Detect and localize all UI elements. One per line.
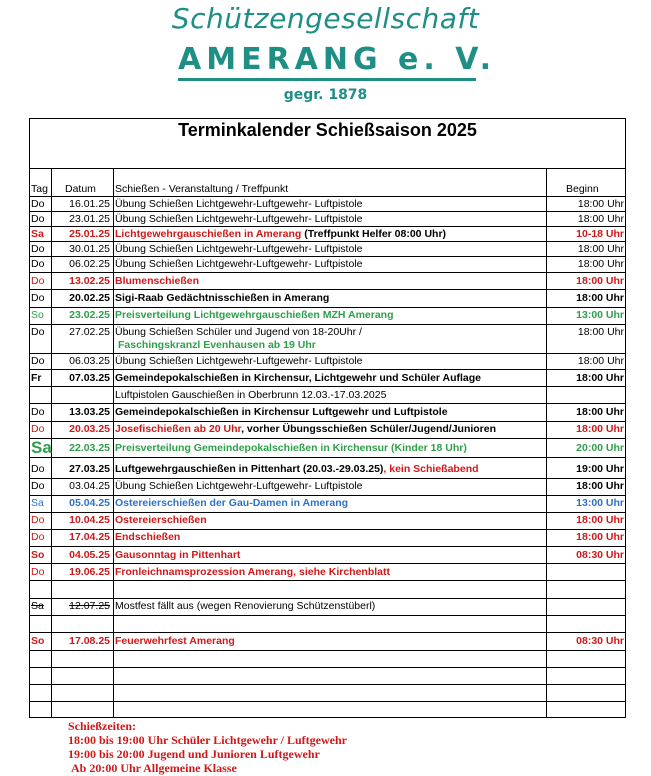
table-row-tag: Sa [31,600,44,612]
event-note: (Treffpunkt Helfer 08:00 Uhr) [301,228,447,240]
shooting-times-title: Schießzeiten: [68,719,136,733]
table-row-event: Ostereierschießen [115,514,207,526]
table-row-time: 08:30 Uhr [576,635,624,647]
table-row-tag: Do [31,480,45,492]
table-row-date: 05.04.25 [69,497,110,509]
table-row-date: 22.03.25 [69,442,110,454]
table-row-event-line2: Faschingskranzl Evenhausen ab 19 Uhr [118,339,316,351]
table-row-time: 18:00 Uhr [577,243,624,255]
table-row-event: Preisverteilung Gemeindepokalschießen in Kirchensur (Kinder 18 Uhr) [115,442,467,454]
table-row-date: 27.02.25 [69,326,110,338]
table-row-time: 18:00 Uhr [576,514,624,526]
shooting-times-line: 18:00 bis 19:00 Uhr Schüler Lichtgewehr / Luftgewehr [68,733,347,747]
table-row-date: 30.01.25 [69,243,110,255]
table-row-date: 06.03.25 [69,355,110,367]
table-row-event: Gemeindepokalschießen in Kirchensur, Lichtgewehr und Schüler Auflage [115,372,482,384]
table-row-tag: Sa [31,438,52,457]
shooting-times-line: 19:00 bis 20:00 Jugend und Junioren Luftgewehr [68,747,320,761]
table-row-event: Luftpistolen Gauschießen in Oberbrunn 12.03.-17.03.2025 [115,389,387,401]
table-row-date: 13.02.25 [69,275,110,287]
table-row-event: Übung Schießen Lichtgewehr-Luftgewehr- Luftpistole [115,243,363,255]
table-row-tag: Sa [31,497,44,509]
table-row-event: Preisverteilung Lichtgewehrgauschießen MZH Amerang [115,309,394,321]
table-row-tag: Do [31,531,45,543]
table-row-time: 13:00 Uhr [576,497,624,509]
event-highlight: Josefischießen ab 20 Uhr [115,423,242,435]
table-row-date: 23.02.25 [69,309,110,321]
table-row-tag: Do [31,463,45,475]
table-row-tag: Do [31,213,45,225]
table-row-tag: Do [31,326,45,338]
table-rule [29,457,626,458]
table-row-time: 19:00 Uhr [576,463,624,475]
table-row-event: Übung Schießen Lichtgewehr-Luftgewehr- Luftpistole [115,355,363,367]
table-rule [29,438,626,439]
table-row-time: 18:00 Uhr [576,292,624,304]
table-rule [29,667,626,668]
table-row-date: 20.03.25 [69,423,110,435]
table-row-time: 13:00 Uhr [576,309,624,321]
table-col-rule [546,168,547,718]
table-row-tag: Do [31,258,45,270]
table-row-event: Gausonntag in Pittenhart [115,549,241,561]
table-row-tag: Do [31,406,45,418]
table-row-time: 18:00 Uhr [576,372,624,384]
table-row-tag: Do [31,275,45,287]
table-row-time: 18:00 Uhr [577,258,624,270]
founded-text: gegr. 1878 [283,87,368,103]
col-header-tag: Tag [31,183,48,195]
table-row-date: 16.01.25 [69,198,110,210]
table-row-tag: Do [31,423,45,435]
table-row-tag: Sa [31,228,44,240]
table-row-date: 12.07.25 [69,600,110,612]
table-row-event: Sigi-Raab Gedächtnisschießen in Amerang [115,292,330,304]
table-row-date: 23.01.25 [69,213,110,225]
table-row-date: 10.04.25 [69,514,110,526]
table-row-event: Übung Schießen Lichtgewehr-Luftgewehr- Luftpistole [115,213,363,225]
table-row-time: 20:00 Uhr [576,442,624,454]
table-rule [29,650,626,651]
table-row-tag: Do [31,355,45,367]
table-row-date: 17.08.25 [69,635,110,647]
table-row-event [115,421,496,437]
table-row-event: Endschießen [115,531,181,543]
table-row-event: Feuerwehrfest Amerang [115,635,235,647]
table-row-date: 07.03.25 [69,372,110,384]
table-row-time: 18:00 Uhr [576,480,624,492]
table-row-event: Übung Schießen Lichtgewehr-Luftgewehr- Luftpistole [115,258,363,270]
table-row-tag: So [31,309,44,321]
table-row-event: Übung Schießen Schüler und Jugend von 18-20Uhr / [115,326,362,338]
table-row-date: 04.05.25 [69,549,110,561]
table-row-date: 25.01.25 [69,228,110,240]
table-row-time: 18:00 Uhr [577,213,624,225]
table-row-time: 18:00 Uhr [577,355,624,367]
table-row-event: Gemeindepokalschießen in Kirchensur Luftgewehr und Luftpistole [115,406,448,418]
table-row-tag: Do [31,514,45,526]
event-note: , vorher Übungsschießen Schüler/Jugend/Junioren [241,423,497,435]
table-rule [29,580,626,581]
col-header-datum: Datum [65,183,96,195]
table-row-time: 18:00 Uhr [576,406,624,418]
table-row-date: 27.03.25 [69,463,110,475]
table-row-tag: Do [31,243,45,255]
event-highlight: Lichtgewehrgauschießen in Amerang [115,228,302,240]
table-row-event: Ostereierschießen der Gau-Damen in Amerang [115,497,349,509]
table-row-event: Übung Schießen Lichtgewehr-Luftgewehr- Luftpistole [115,198,363,210]
table-row-time: 18:00 Uhr [576,275,624,287]
table-row-tag: Do [31,198,45,210]
table-rule [29,684,626,685]
table-row-time: 18:00 Uhr [577,198,624,210]
table-row-date: 03.04.25 [69,480,110,492]
col-header-event: Schießen - Veranstaltung / Treffpunkt [115,183,289,195]
table-row-tag: Fr [31,372,42,384]
table-row-tag: So [31,635,45,647]
table-row-time: 18:00 Uhr [577,326,624,338]
shooting-times [68,719,347,775]
club-title: AMERANG e. V. [178,42,476,81]
table-row-event: Fronleichnamsprozession Amerang, siehe Kirchenblatt [115,566,391,578]
event-highlight: Luftgewehrgauschießen in Pittenhart (20.03.-29.03.25) [115,463,384,475]
table-row-time: 18:00 Uhr [576,531,624,543]
event-note: , kein Schießabend [383,463,479,475]
club-name: Schützengesellschaft [171,2,480,35]
table-row-event [115,226,446,242]
table-row-event: Blumenschießen [115,275,200,287]
table-col-rule [113,168,114,718]
table-row-date: 20.02.25 [69,292,110,304]
col-header-beginn: Beginn [566,183,599,195]
table-rule [29,701,626,702]
table-row-tag: Do [31,292,45,304]
table-row-date: 17.04.25 [69,531,110,543]
shooting-times-line: Ab 20:00 Uhr Allgemeine Klasse [71,761,237,775]
table-row-event: Übung Schießen Lichtgewehr-Luftgewehr- Luftpistole [115,480,363,492]
table-row-time: 10-18 Uhr [576,228,624,240]
table-rule [29,168,626,169]
table-row-event: Mostfest fällt aus (wegen Renovierung Schützenstüberl) [115,600,376,612]
table-row-time: 08:30 Uhr [576,549,624,561]
table-row-tag: Do [31,566,45,578]
table-row-tag: So [31,549,45,561]
table-row-event [115,461,479,477]
table-row-date: 06.02.25 [69,258,110,270]
table-row-date: 19.06.25 [69,566,110,578]
table-row-time: 18:00 Uhr [576,423,624,435]
table-row-date: 13.03.25 [69,406,110,418]
table-rule [29,615,626,616]
calendar-title: Terminkalender Schießsaison 2025 [178,120,477,140]
